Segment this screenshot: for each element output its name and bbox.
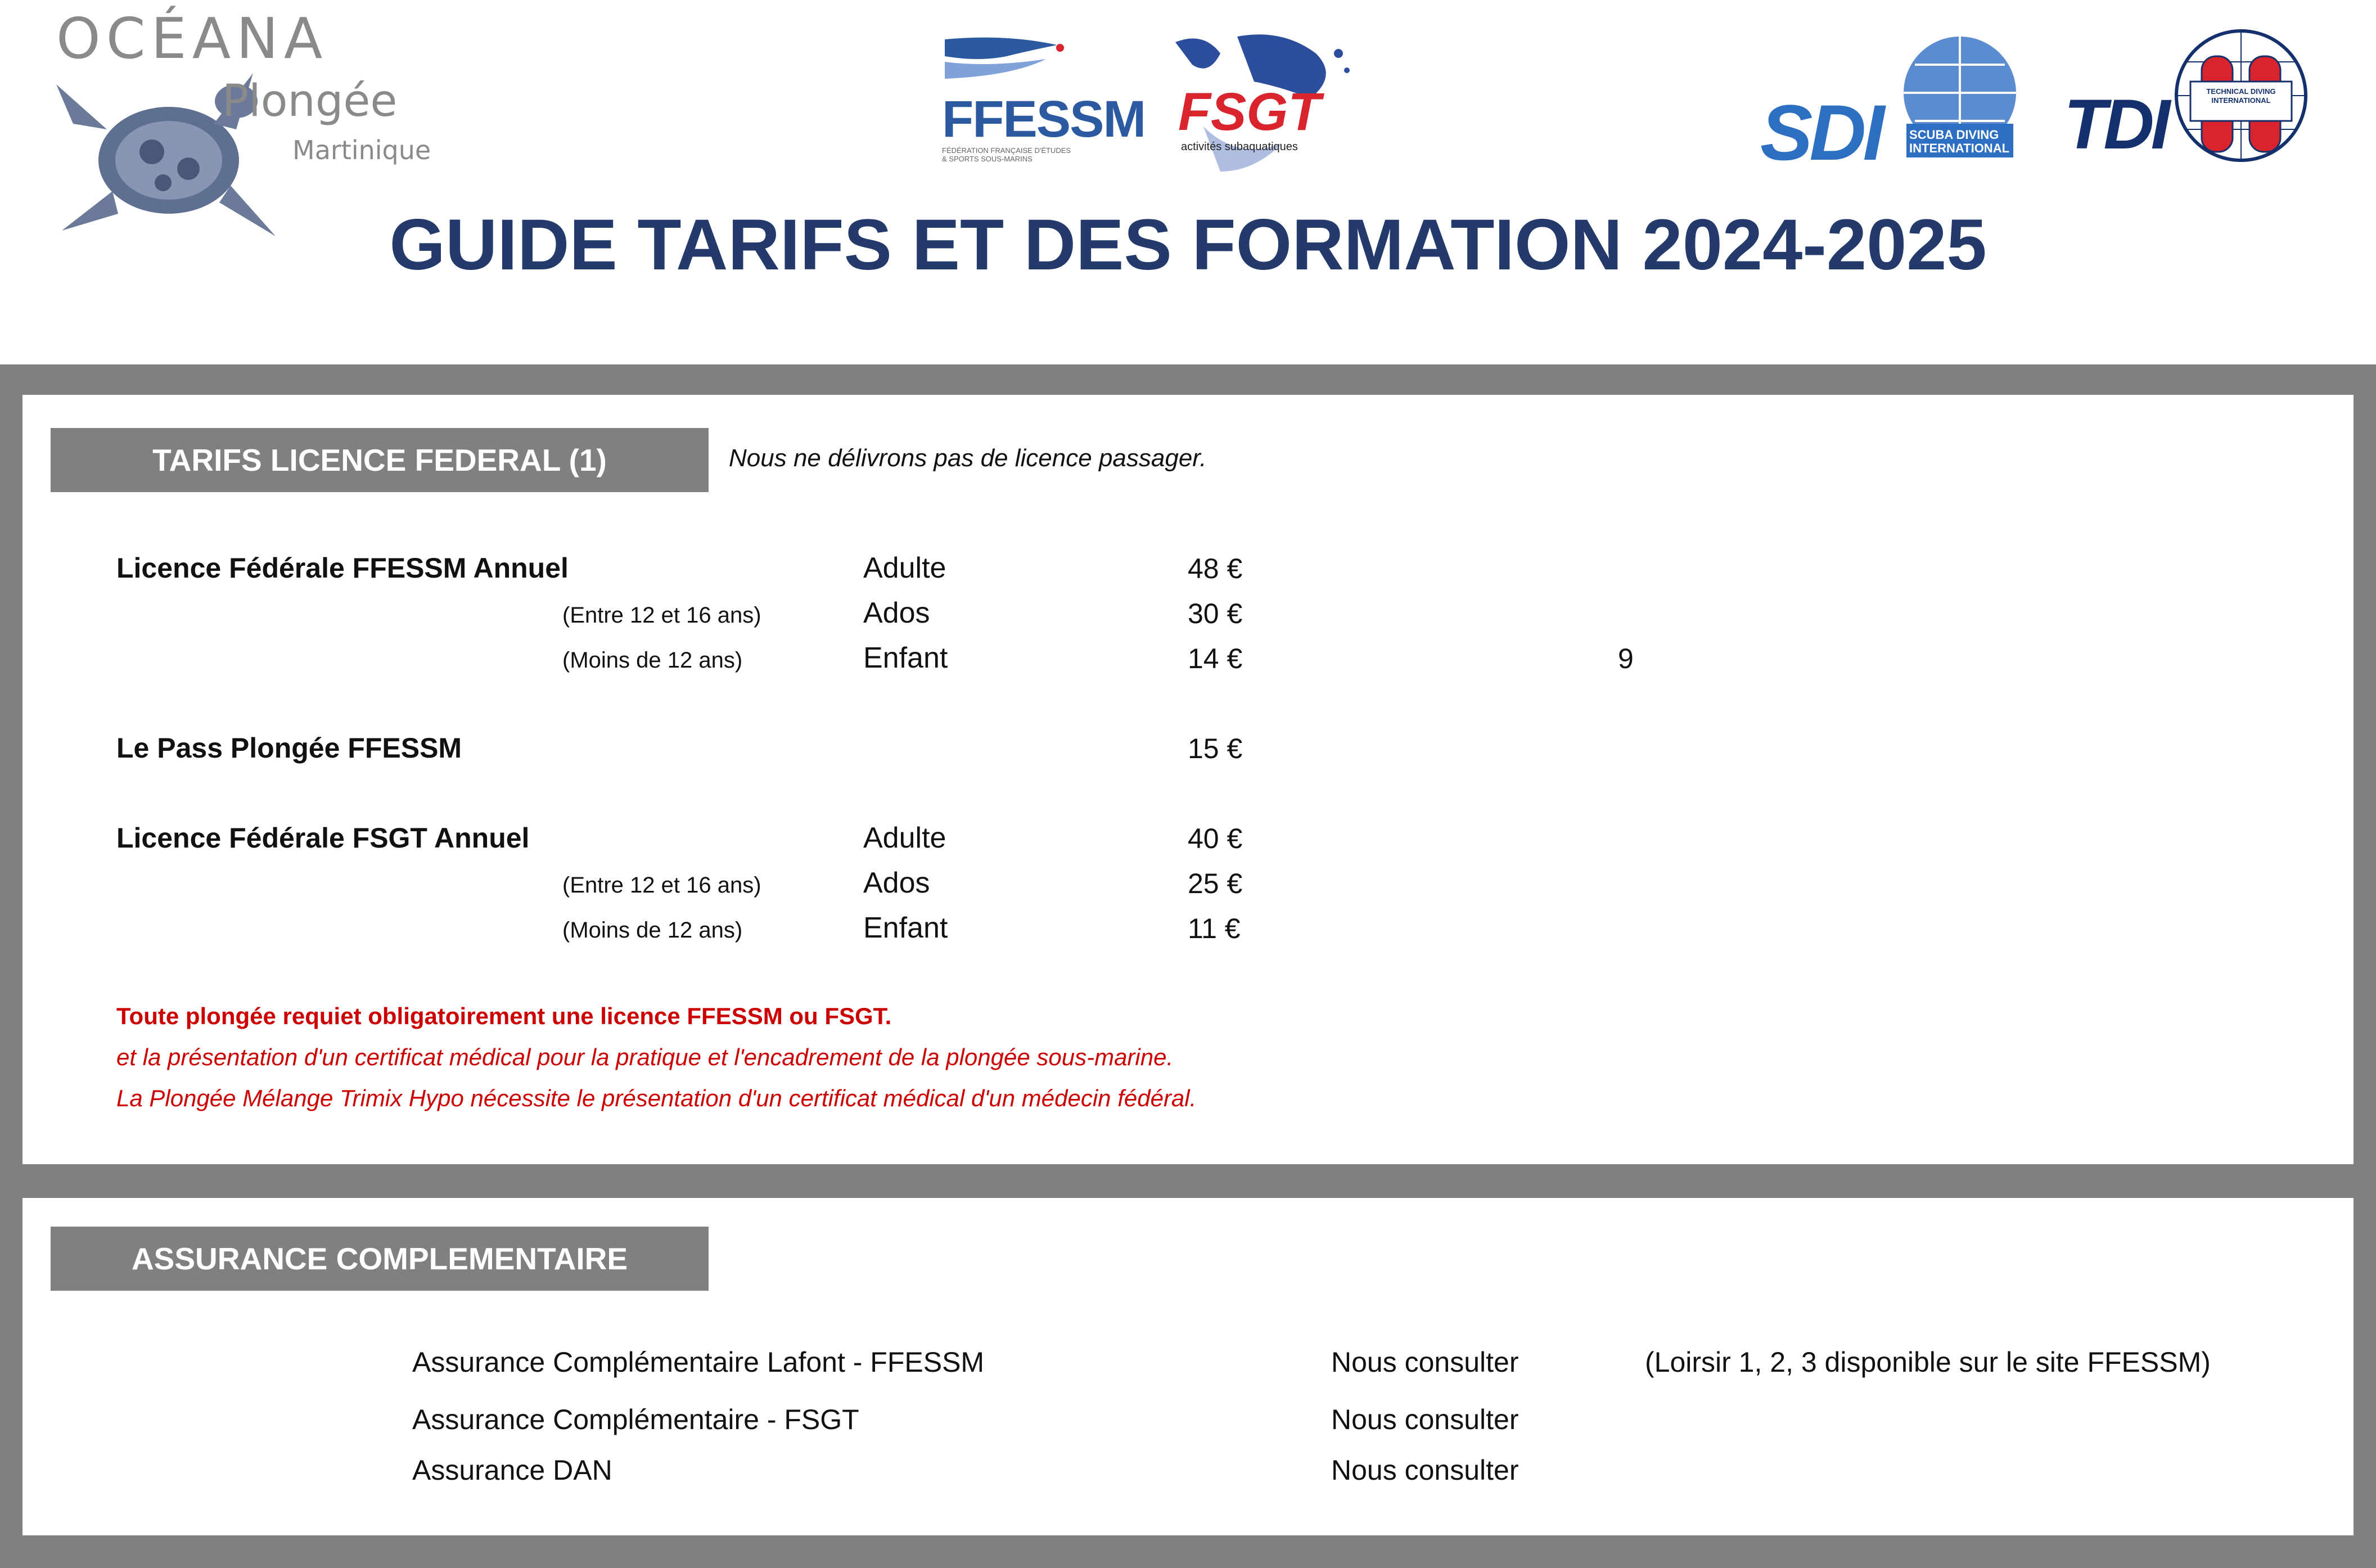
- ffessm-logo: [939, 34, 1146, 169]
- pass-price: 15 €: [1188, 733, 1243, 764]
- ffessm-age-range: (Entre 12 et 16 ans): [562, 603, 761, 628]
- ffessm-price: 48 €: [1188, 553, 1243, 584]
- insurance-name: Assurance Complémentaire Lafont - FFESSM: [412, 1346, 985, 1378]
- ffessm-age-range: (Moins de 12 ans): [562, 648, 743, 673]
- ffessm-price: 14 €: [1188, 643, 1243, 674]
- tdi-tagline: TECHNICAL DIVING INTERNATIONAL: [2206, 87, 2276, 105]
- licence-note: Nous ne délivrons pas de licence passager.: [729, 444, 1207, 472]
- licence-notice: Toute plongée requiet obligatoirement une licence FFESSM ou FSGT.: [116, 1003, 892, 1029]
- trimix-notice: La Plongée Mélange Trimix Hypo nécessite le présentation d'un certificat médical d'un médecin fédéral.: [116, 1085, 1197, 1111]
- pass-label: Le Pass Plongée FFESSM: [116, 732, 462, 764]
- tdi-wordmark: TDI: [2064, 85, 2167, 164]
- brand-subtitle: Plongée: [222, 76, 398, 127]
- ffessm-wordmark: FFESSM: [942, 91, 1146, 148]
- brand-name: OCÉANA: [56, 6, 328, 71]
- medical-notice: et la présentation d'un certificat médical pour la pratique et l'encadrement de la plongée sous-marine.: [116, 1044, 1174, 1070]
- fsgt-price: 11 €: [1188, 913, 1241, 944]
- fsgt-price: 25 €: [1188, 868, 1243, 899]
- fsgt-licence-label: Licence Fédérale FSGT Annuel: [116, 822, 530, 854]
- fsgt-logo: [1170, 31, 1355, 183]
- licence-section-header: TARIFS LICENCE FEDERAL (1): [51, 428, 709, 492]
- ffessm-tagline: FÉDÉRATION FRANÇAISE D'ÉTUDES & SPORTS SOUS-MARINS: [942, 146, 1071, 163]
- ffessm-licence-label: Licence Fédérale FFESSM Annuel: [116, 552, 569, 584]
- ffessm-category: Enfant: [863, 642, 948, 674]
- fsgt-category: Enfant: [863, 912, 948, 944]
- insurance-price: Nous consulter: [1331, 1346, 1519, 1378]
- insurance-note: (Loirsir 1, 2, 3 disponible sur le site FFESSM): [1645, 1346, 2211, 1378]
- fsgt-age-range: (Entre 12 et 16 ans): [562, 873, 761, 898]
- fsgt-category: Adulte: [863, 822, 946, 854]
- ffessm-price: 30 €: [1188, 598, 1243, 629]
- tdi-logo: [2064, 28, 2311, 163]
- ffessm-category: Adulte: [863, 552, 946, 584]
- insurance-price: Nous consulter: [1331, 1404, 1519, 1435]
- fsgt-category: Ados: [863, 867, 930, 899]
- page-title: GUIDE TARIFS ET DES FORMATION 2024-2025: [389, 205, 1987, 285]
- fsgt-tagline: activités subaquatiques: [1181, 141, 1298, 153]
- sdi-tagline: SCUBA DIVING INTERNATIONAL: [1909, 128, 2010, 155]
- fsgt-price: 40 €: [1188, 823, 1243, 854]
- insurance-price: Nous consulter: [1331, 1454, 1519, 1486]
- brand-location: Martinique: [292, 135, 431, 165]
- sdi-logo: [1760, 34, 2025, 177]
- fsgt-age-range: (Moins de 12 ans): [562, 918, 743, 943]
- ffessm-category: Ados: [863, 597, 930, 629]
- insurance-name: Assurance Complémentaire - FSGT: [412, 1404, 859, 1435]
- sdi-wordmark: SDI: [1760, 88, 1882, 177]
- wave-icon: [945, 34, 1068, 84]
- insurance-name: Assurance DAN: [412, 1454, 612, 1486]
- insurance-section-header: ASSURANCE COMPLEMENTAIRE: [51, 1227, 709, 1291]
- stray-value: 9: [1618, 643, 1634, 674]
- fsgt-wordmark: FSGT: [1178, 82, 1321, 142]
